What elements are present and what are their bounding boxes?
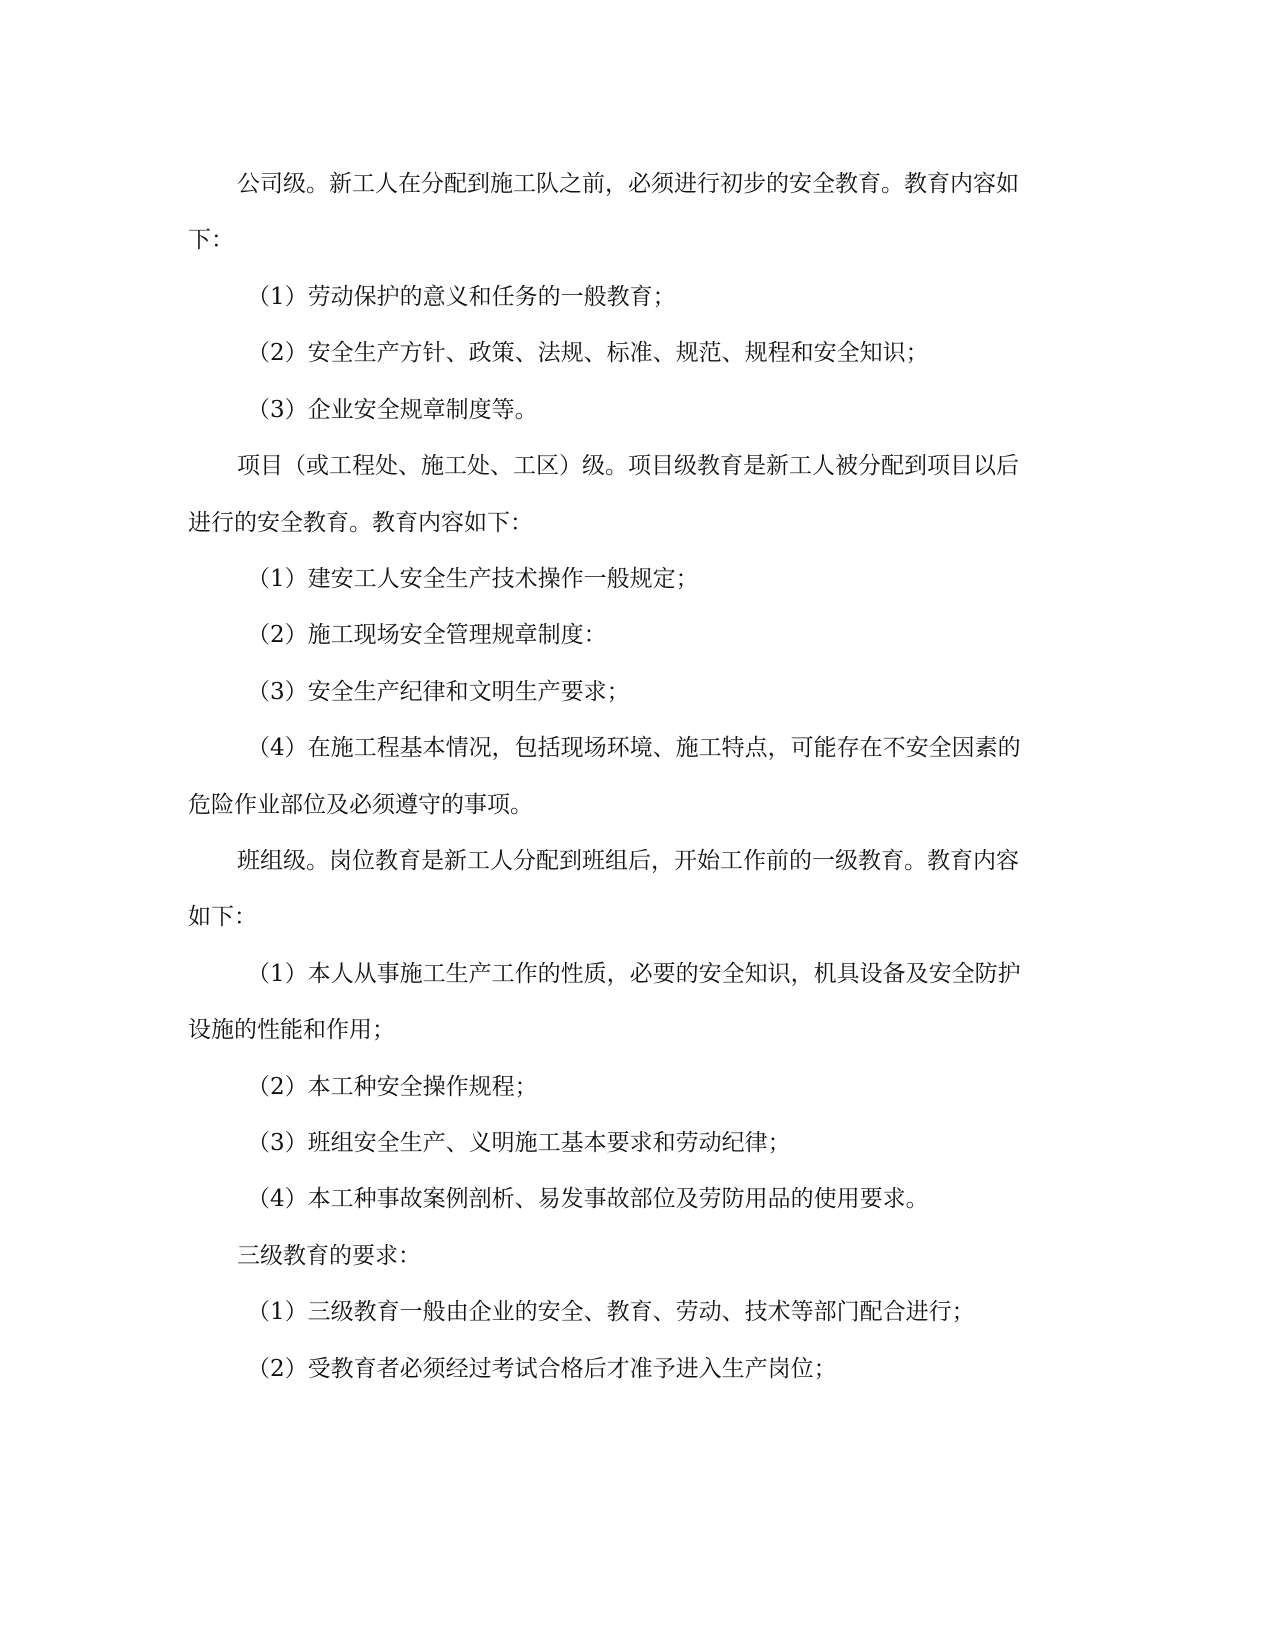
- paragraph-project-level: 项目（或工程处、施工处、工区）级。项目级教育是新工人被分配到项目以后: [237, 453, 1019, 479]
- list-item: （1）三级教育一般由企业的安全、教育、劳动、技术等部门配合进行；: [247, 1299, 975, 1325]
- paragraph-requirements-heading: 三级教育的要求：: [237, 1243, 421, 1269]
- paragraph-company-level: 公司级。新工人在分配到施工队之前，必须进行初步的安全教育。教育内容如: [237, 171, 1019, 197]
- list-item: （1）建安工人安全生产技术操作一般规定；: [247, 566, 699, 592]
- list-item: （1）劳动保护的意义和任务的一般教育；: [247, 284, 676, 310]
- list-item: （3）企业安全规章制度等。: [247, 397, 538, 423]
- list-item: （2）施工现场安全管理规章制度：: [247, 622, 607, 648]
- paragraph-team-level: 班组级。岗位教育是新工人分配到班组后，开始工作前的一级教育。教育内容: [237, 848, 1019, 874]
- list-item-continued: 设施的性能和作用；: [188, 1017, 395, 1043]
- paragraph-team-level-continued: 如下：: [188, 904, 257, 930]
- paragraph-project-level-continued: 进行的安全教育。教育内容如下：: [188, 510, 533, 536]
- list-item: （1）本人从事施工生产工作的性质，必要的安全知识，机具设备及安全防护: [247, 961, 1021, 987]
- list-item-continued: 危险作业部位及必须遵守的事项。: [188, 792, 533, 818]
- list-item: （4）在施工程基本情况，包括现场环境、施工特点，可能存在不安全因素的: [247, 735, 1021, 761]
- paragraph-company-level-continued: 下：: [188, 227, 234, 253]
- list-item: （2）受教育者必须经过考试合格后才准予进入生产岗位；: [247, 1356, 837, 1382]
- list-item: （3）班组安全生产、义明施工基本要求和劳动纪律；: [247, 1130, 791, 1156]
- list-item: （4）本工种事故案例剖析、易发事故部位及劳防用品的使用要求。: [247, 1186, 929, 1212]
- list-item: （3）安全生产纪律和文明生产要求；: [247, 679, 630, 705]
- list-item: （2）安全生产方针、政策、法规、标准、规范、规程和安全知识；: [247, 340, 929, 366]
- list-item: （2）本工种安全操作规程；: [247, 1074, 538, 1100]
